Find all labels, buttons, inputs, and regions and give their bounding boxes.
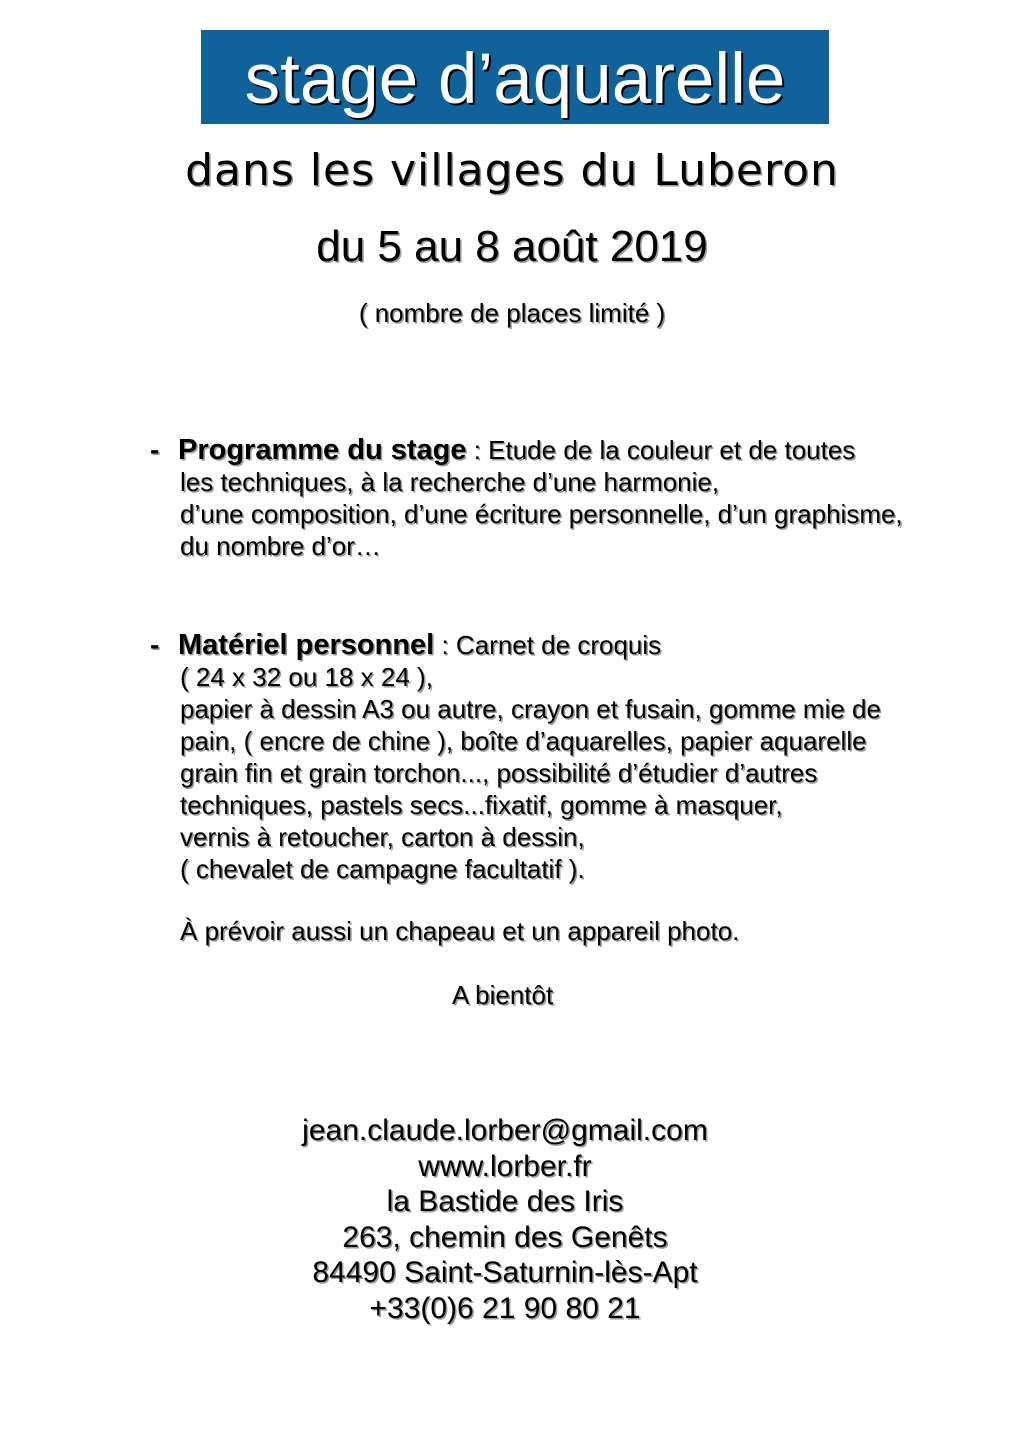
materiel-line: pain, ( encre de chine ), boîte d’aquarelles, papier aquarelle xyxy=(180,726,867,756)
materiel-line: grain fin et grain torchon..., possibilité d’étudier d’autres xyxy=(180,758,818,788)
programme-line: du nombre d’or… xyxy=(180,531,381,561)
materiel-section xyxy=(150,629,881,885)
contact-email[interactable]: jean.claude.lorber@gmail.com xyxy=(302,1114,708,1147)
materiel-first-line xyxy=(150,629,881,661)
contact-street: 263, chemin des Genêts xyxy=(342,1220,668,1254)
programme-first-line xyxy=(150,434,903,466)
programme-line: d’une composition, d’une écriture personnelle, d’un graphisme, xyxy=(180,499,903,529)
programme-line: Etude de la couleur et de toutes xyxy=(488,435,856,465)
programme-line: les techniques, à la recherche d’une harmonie, xyxy=(180,467,720,497)
note-text: À prévoir aussi un chapeau et un appareil photo. xyxy=(180,916,740,946)
contact-website[interactable]: www.lorber.fr xyxy=(418,1149,592,1183)
separator: : xyxy=(434,630,456,660)
event-dates: du 5 au 8 août 2019 xyxy=(316,222,708,271)
materiel-line: Carnet de croquis xyxy=(455,630,662,660)
bullet-dash: - xyxy=(150,434,160,465)
materiel-line: papier à dessin A3 ou autre, crayon et fusain, gomme mie de xyxy=(180,694,881,724)
contact-phone: +33(0)6 21 90 80 21 xyxy=(369,1291,641,1325)
materiel-line: ( chevalet de campagne facultatif ). xyxy=(180,854,585,884)
contact-block xyxy=(0,1113,1010,1327)
closing-text: A bientôt xyxy=(452,980,554,1010)
materiel-line: ( 24 x 32 ou 18 x 24 ), xyxy=(180,662,433,692)
contact-city: 84490 Saint-Saturnin-lès-Apt xyxy=(312,1256,698,1290)
materiel-heading: Matériel personnel xyxy=(178,629,435,661)
bullet-dash: - xyxy=(150,629,160,660)
places-note: ( nombre de places limité ) xyxy=(358,298,666,328)
page-title: stage d’aquarelle xyxy=(244,40,786,119)
programme-heading: Programme du stage xyxy=(178,434,467,466)
materiel-line: techniques, pastels secs...fixatif, gomme à masquer, xyxy=(180,790,783,820)
separator: : xyxy=(466,435,489,465)
subtitle: dans les villages du Luberon xyxy=(185,145,839,196)
programme-section xyxy=(150,434,903,562)
contact-place: la Bastide des Iris xyxy=(386,1185,624,1219)
materiel-line: vernis à retoucher, carton à dessin, xyxy=(180,822,585,852)
